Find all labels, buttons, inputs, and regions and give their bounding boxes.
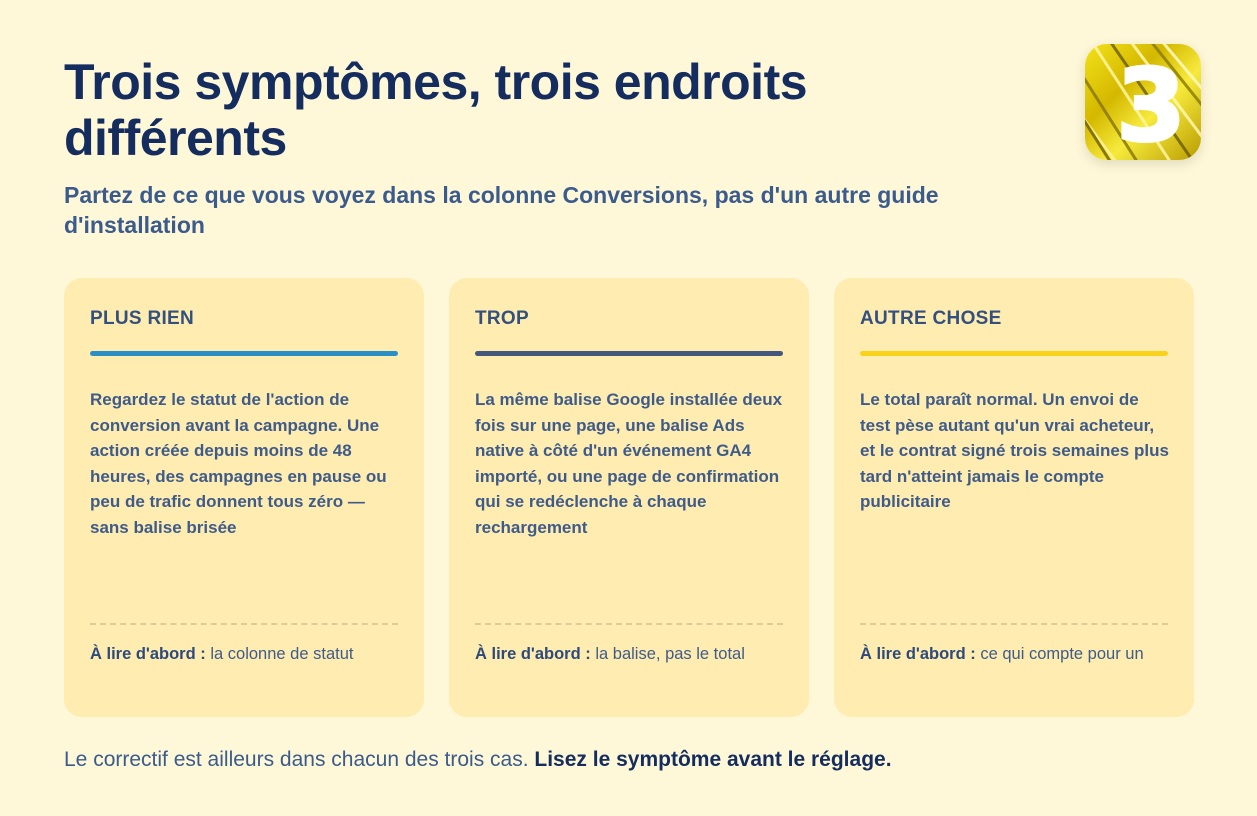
card-foot-label: À lire d'abord : xyxy=(90,645,206,663)
card-accent-rule xyxy=(860,351,1168,356)
card-footnote xyxy=(475,643,769,665)
number-three-logo xyxy=(1085,44,1201,160)
card-accent-rule xyxy=(90,351,398,356)
card-foot-text: la balise, pas le total xyxy=(590,645,745,663)
card-title: TROP xyxy=(475,308,529,329)
card-foot-text: la colonne de statut xyxy=(205,645,354,663)
card-trop xyxy=(449,278,809,717)
footer-emphasis: Lisez le symptôme avant le réglage. xyxy=(534,748,892,771)
card-foot-label: À lire d'abord : xyxy=(860,645,976,663)
card-body: Le total paraît normal. Un envoi de test pèse autant qu'un vrai acheteur, et le contrat signé trois semaines plus tard n'atteint jamais le compte publicitaire xyxy=(860,390,1169,511)
card-divider xyxy=(860,623,1168,625)
card-footnote xyxy=(860,643,1154,665)
page-title: Trois symptômes, trois endroits différents xyxy=(64,54,808,166)
card-footnote xyxy=(90,643,384,665)
card-title: AUTRE CHOSE xyxy=(860,308,1002,329)
symptom-cards xyxy=(64,278,1194,717)
card-foot-text: ce qui compte pour un xyxy=(975,645,1144,663)
card-body: La même balise Google installée deux fois sur une page, une balise Ads native à côté d'un événement GA4 importé, ou une page de confirmation qui se redéclenche à chaque rechargement xyxy=(475,390,783,537)
card-autre-chose xyxy=(834,278,1194,717)
card-foot-label: À lire d'abord : xyxy=(475,645,591,663)
card-title: PLUS RIEN xyxy=(90,308,195,329)
card-divider xyxy=(90,623,398,625)
logo-number: 3 xyxy=(1116,47,1186,160)
card-body: Regardez le statut de l'action de conversion avant la campagne. Une action créée depuis moins de 48 heures, des campagnes en pause ou peu de trafic donnent tous zéro — sans balise brisée xyxy=(90,390,387,537)
card-divider xyxy=(475,623,783,625)
page-subtitle: Partez de ce que vous voyez dans la colonne Conversions, pas d'un autre guide d'installation xyxy=(64,182,939,238)
footer-note xyxy=(64,746,1194,774)
card-accent-rule xyxy=(475,351,783,356)
footer-text: Le correctif est ailleurs dans chacun des trois cas. xyxy=(64,748,535,771)
card-plus-rien xyxy=(64,278,424,717)
